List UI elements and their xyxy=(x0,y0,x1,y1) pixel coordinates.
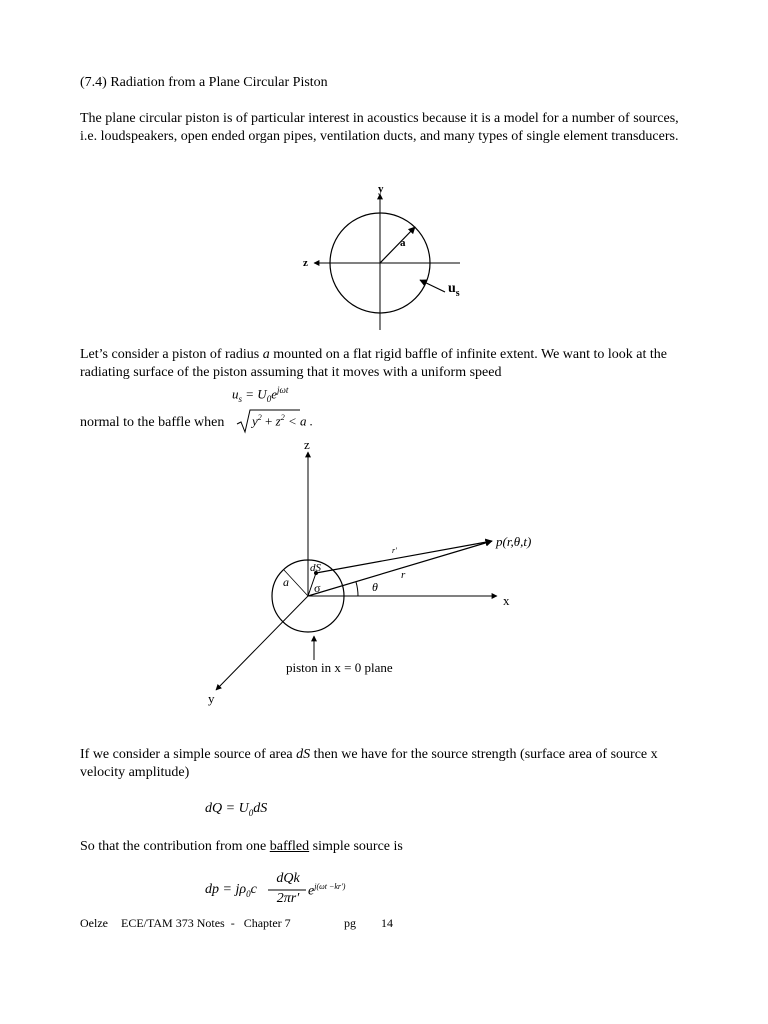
eq3-exponential: $e^{j(\omega t -kr')}$ xyxy=(308,882,346,899)
eq3-numerator: dQk xyxy=(276,871,300,886)
sqrt-expression: $y^2 + z^2 < a$ . xyxy=(252,413,313,429)
page-footer xyxy=(80,916,393,931)
baffle-condition-text: normal to the baffle when xyxy=(80,415,225,430)
theta-label: θ xyxy=(372,580,378,594)
r-prime-label: r′ xyxy=(392,546,397,555)
fig2-x-label: x xyxy=(503,593,510,608)
point-p-label: p(r,θ,t) xyxy=(496,534,532,549)
fig2-a-label: a xyxy=(283,575,289,589)
footer-page-number: 14 xyxy=(381,916,393,930)
fig2-caption: piston in x = 0 plane xyxy=(286,660,393,675)
section-title: (7.4) Radiation from a Plane Circular Piston xyxy=(80,75,328,90)
fig2-y-label: y xyxy=(208,691,215,706)
fig2-z-label: z xyxy=(304,437,310,452)
source-strength-paragraph: If we consider a simple source of area dS then we have for the source strength (surface area of source x velocity amplitude) xyxy=(80,747,658,780)
fig1-z-label: z xyxy=(303,257,308,269)
footer-author: Oelze xyxy=(80,916,108,930)
contribution-paragraph: So that the contribution from one baffled simple source is xyxy=(80,839,403,854)
equation-surface-velocity: $u_s = U_0e^{j\omega t}$ xyxy=(232,385,289,404)
fig1-y-label: y xyxy=(378,183,384,195)
piston-description-paragraph: Let’s consider a piston of radius a mounted on a flat rigid baffle of infinite extent. We want to look at the radiating surface of the piston assuming that it moves with a uniform speed xyxy=(80,347,667,380)
fig1-velocity-label: $u_s$ xyxy=(448,281,460,299)
intro-paragraph: The plane circular piston is of particular interest in acoustics because it is a model for a number of sources, i.e. loudspeakers, open ended organ pipes, ventilation ducts, and many types of single element transducers. xyxy=(80,111,679,144)
r-label: r xyxy=(401,569,406,581)
eq3-denominator: 2πr′ xyxy=(276,891,300,906)
equation-source-strength: dQ = $U_0dS$ xyxy=(205,801,268,818)
footer-pg-label: pg xyxy=(344,916,356,930)
footer-course: ECE/TAM 373 Notes - Chapter 7 xyxy=(121,916,291,930)
eq3-lhs: dp = $j\rho_0c$ xyxy=(205,882,257,899)
sigma-label: σ xyxy=(314,581,321,595)
fig1-radius-label: a xyxy=(400,237,406,249)
ds-label: dS xyxy=(310,562,321,574)
